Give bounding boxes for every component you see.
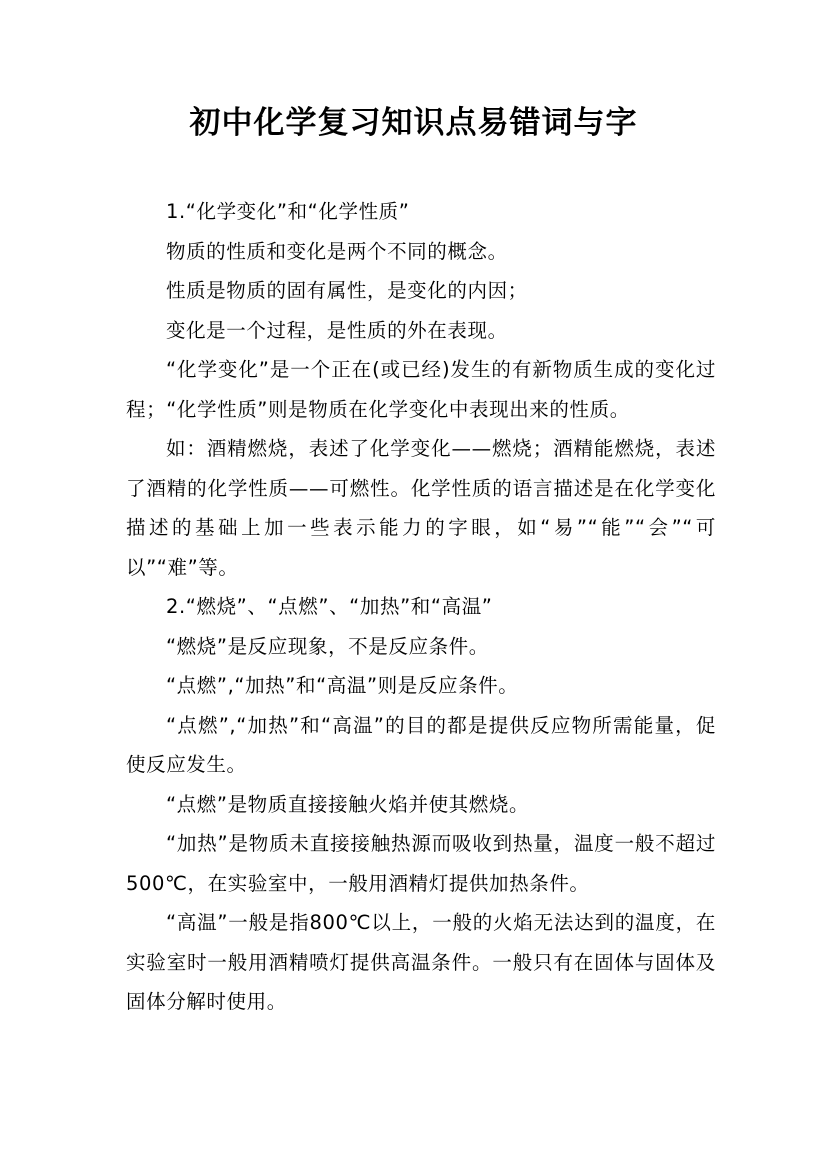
paragraph: “化学变化”是一个正在(或已经)发生的有新物质生成的变化过程；“化学性质”则是物质在化学变化中表现出来的性质。 (126, 358, 716, 421)
document-body (126, 192, 716, 1022)
paragraph: “加热”是物质未直接接触热源而吸收到热量，温度一般不超过500℃，在实验室中，一般用酒精灯提供加热条件。 (126, 832, 716, 895)
paragraph: “燃烧”是反应现象，不是反应条件。 (165, 634, 489, 658)
section-1-heading: 1.“化学变化”和“化学性质” (165, 200, 410, 223)
paragraph: “点燃”,“加热”和“高温”则是反应条件。 (165, 674, 519, 697)
paragraph: “点燃”是物质直接接触火焰并使其燃烧。 (165, 792, 530, 816)
paragraph: 性质是物质的固有属性，是变化的内因； (165, 279, 528, 302)
paragraph: “点燃”,“加热”和“高温”的目的都是提供反应物所需能量，促使反应发生。 (126, 713, 716, 776)
section-2-heading: 2.“燃烧”、“点燃”、“加热”和“高温” (165, 595, 493, 618)
paragraph: 变化是一个过程，是性质的外在表现。 (165, 318, 508, 342)
paragraph: “高温”一般是指800℃以上，一般的火焰无法达到的温度，在实验室时一般用酒精喷灯提供高温条件。一般只有在固体与固体及固体分解时使用。 (126, 911, 716, 1013)
paragraph: 物质的性质和变化是两个不同的概念。 (165, 239, 508, 263)
document-title: 初中化学复习知识点易错词与字 (189, 105, 638, 141)
paragraph: 如：酒精燃烧，表述了化学变化——燃烧；酒精能燃烧，表述了酒精的化学性质——可燃性。化学性质的语言描述是在化学变化描述的基础上加一些表示能力的字眼，如“易”“能”“会”“可以”“难”等。 (126, 437, 716, 579)
